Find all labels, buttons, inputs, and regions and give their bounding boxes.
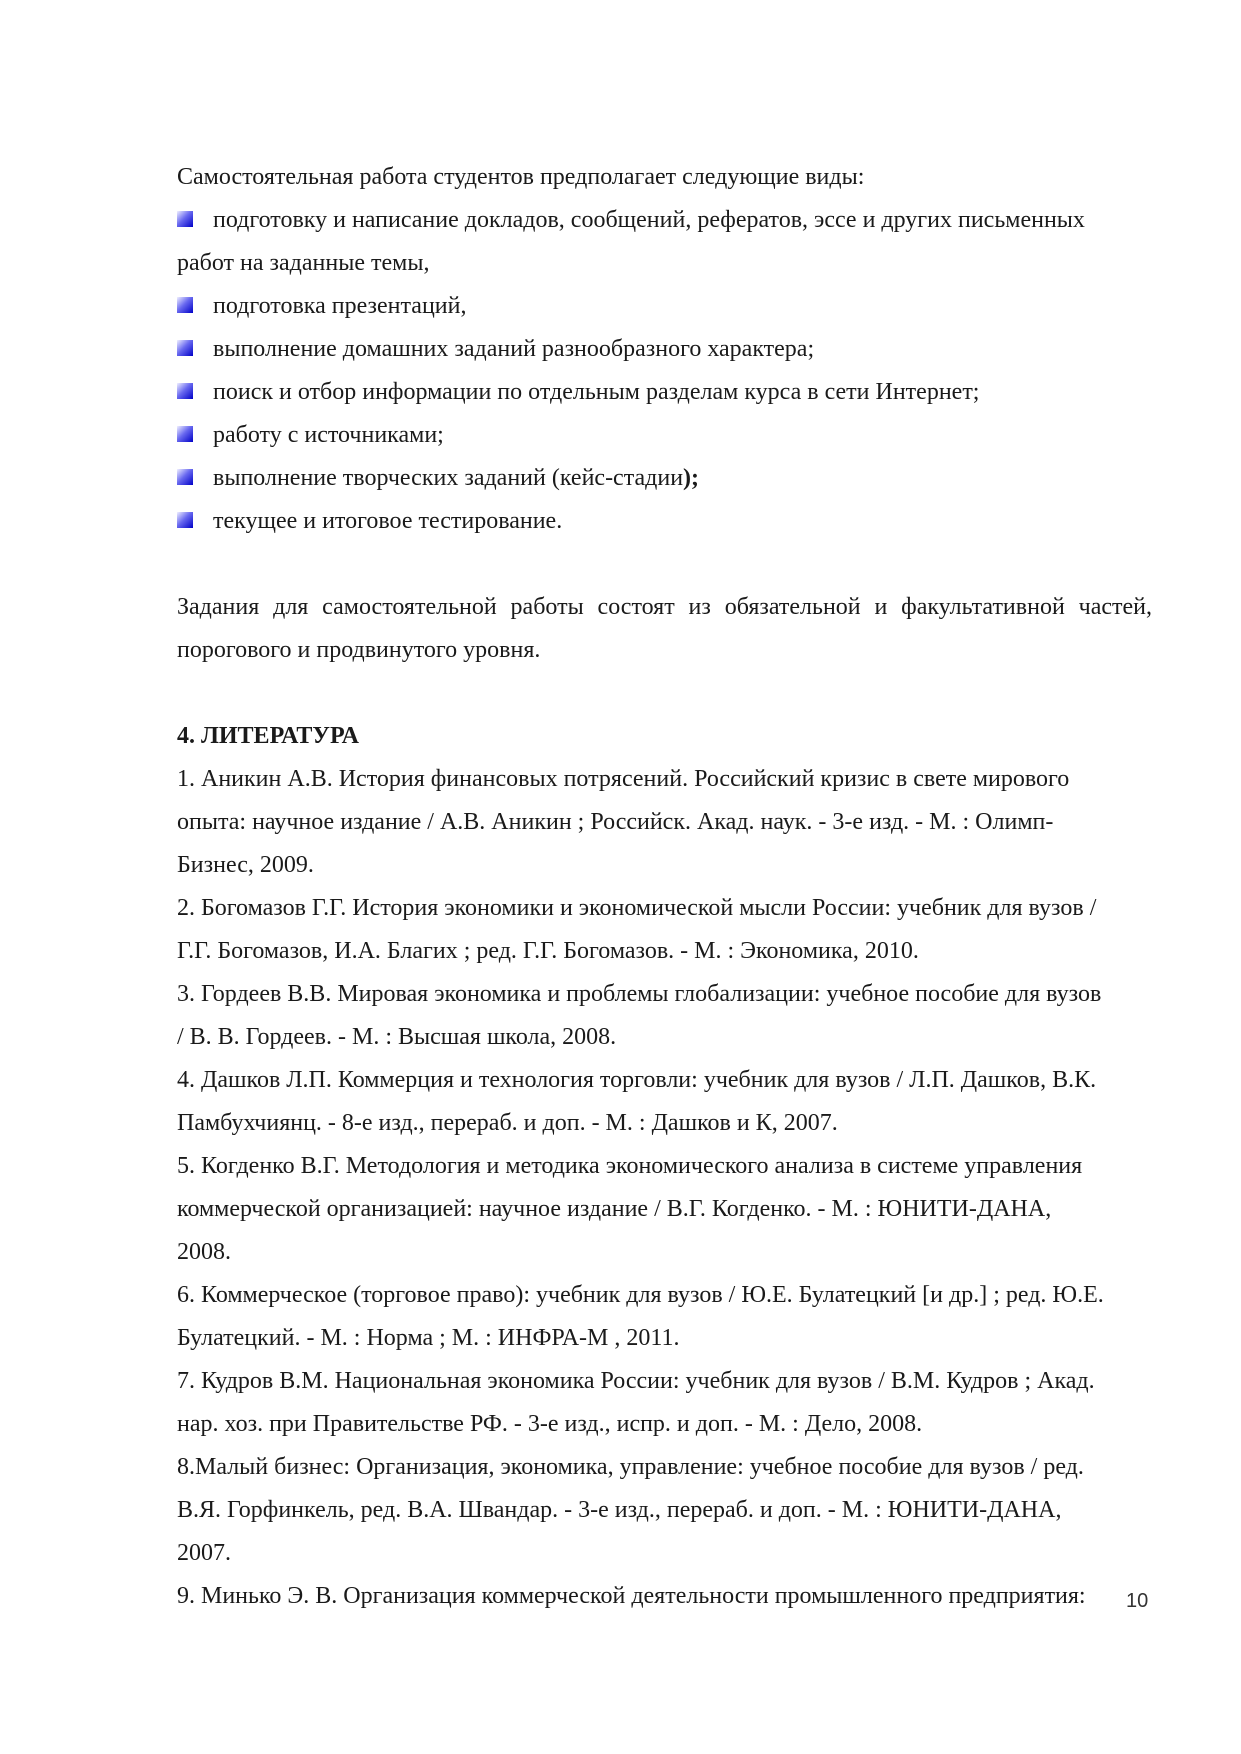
list-item-text: работу с источниками; [213,422,444,448]
reference-item [177,1145,1152,1274]
bullet-square-icon [177,211,193,227]
reference-line: 8.Малый бизнес: Организация, экономика, управление: учебное пособие для вузов / ред. [177,1454,1084,1480]
bullet-square-icon [177,469,193,485]
reference-line: 5. Когденко В.Г. Методология и методика экономического анализа в системе управления [177,1153,1083,1179]
reference-item [177,887,1152,973]
page-number: 10 [1126,1590,1149,1612]
reference-line: 4. Дашков Л.П. Коммерция и технология торговли: учебник для вузов / Л.П. Дашков, В.К. [177,1067,1097,1093]
list-item [177,199,1152,242]
reference-line: 6. Коммерческое (торговое право): учебник для вузов / Ю.Е. Булатецкий [и др.] ; ред. Ю.Е. [177,1282,1104,1308]
list-item [177,414,1152,457]
reference-line: 2008. [177,1239,231,1265]
list-item-continuation: работ на заданные темы, [177,250,430,276]
reference-line: опыта: научное издание / А.В. Аникин ; Российск. Акад. наук. - 3-е изд. - М. : Олимп- [177,809,1054,835]
page-content [177,156,1152,1618]
list-item-text: выполнение домашних заданий разнообразного характера; [213,336,815,362]
list-item-text-main: выполнение творческих заданий (кейс-стадии [213,465,684,491]
list-item [177,285,1152,328]
list-item-text [213,457,699,500]
list-item [177,328,1152,371]
list-item [177,371,1152,414]
reference-item [177,1446,1152,1575]
intro-paragraph: Самостоятельная работа студентов предполагает следующие виды: [177,164,865,190]
reference-item [177,1575,1152,1618]
reference-line: Булатецкий. - М. : Норма ; М. : ИНФРА-М , 2011. [177,1325,680,1351]
reference-line: 2. Богомазов Г.Г. История экономики и экономической мысли России: учебник для вузов / [177,895,1097,921]
reference-line: 1. Аникин А.В. История финансовых потрясений. Российский кризис в свете мирового [177,766,1070,792]
list-item-text-bold-tail: ); [683,465,700,491]
bullet-square-icon [177,340,193,356]
list-item-text: подготовку и написание докладов, сообщений, рефератов, эссе и других письменных [213,207,1085,233]
bullet-square-icon [177,297,193,313]
reference-item [177,758,1152,887]
bullet-square-icon [177,512,193,528]
list-item-text: подготовка презентаций, [213,293,467,319]
tasks-paragraph-line: Задания для самостоятельной работы состоят из обязательной и факультативной частей, [177,594,1152,620]
list-item [177,457,1152,500]
reference-item [177,1274,1152,1360]
list-item [177,500,1152,543]
reference-line: 7. Кудров В.М. Национальная экономика России: учебник для вузов / В.М. Кудров ; Акад. [177,1368,1095,1394]
bullet-square-icon [177,383,193,399]
bullet-square-icon [177,426,193,442]
reference-item [177,973,1152,1059]
reference-line: 9. Минько Э. В. Организация коммерческой деятельности промышленного предприятия: [177,1583,1086,1609]
list-item-text: текущее и итоговое тестирование. [213,508,563,534]
reference-line: 3. Гордеев В.В. Мировая экономика и проблемы глобализации: учебное пособие для вузов [177,981,1102,1007]
list-item-text: поиск и отбор информации по отдельным разделам курса в сети Интернет; [213,379,980,405]
bullet-list [177,199,1152,543]
reference-line: Бизнес, 2009. [177,852,314,878]
reference-item [177,1059,1152,1145]
reference-line: Памбухчиянц. - 8-е изд., перераб. и доп. - М. : Дашков и К, 2007. [177,1110,838,1136]
references-list [177,758,1152,1618]
section-title: 4. ЛИТЕРАТУРА [177,723,359,749]
reference-line: нар. хоз. при Правительстве РФ. - 3-е изд., испр. и доп. - М. : Дело, 2008. [177,1411,923,1437]
reference-line: Г.Г. Богомазов, И.А. Благих ; ред. Г.Г. Богомазов. - М. : Экономика, 2010. [177,938,919,964]
reference-line: коммерческой организацией: научное издание / В.Г. Когденко. - М. : ЮНИТИ-ДАНА, [177,1196,1052,1222]
reference-line: В.Я. Горфинкель, ред. В.А. Швандар. - 3-е изд., перераб. и доп. - М. : ЮНИТИ-ДАНА, [177,1497,1062,1523]
reference-line: / В. В. Гордеев. - М. : Высшая школа, 2008. [177,1024,617,1050]
reference-line: 2007. [177,1540,231,1566]
tasks-paragraph-line: порогового и продвинутого уровня. [177,637,541,663]
reference-item [177,1360,1152,1446]
